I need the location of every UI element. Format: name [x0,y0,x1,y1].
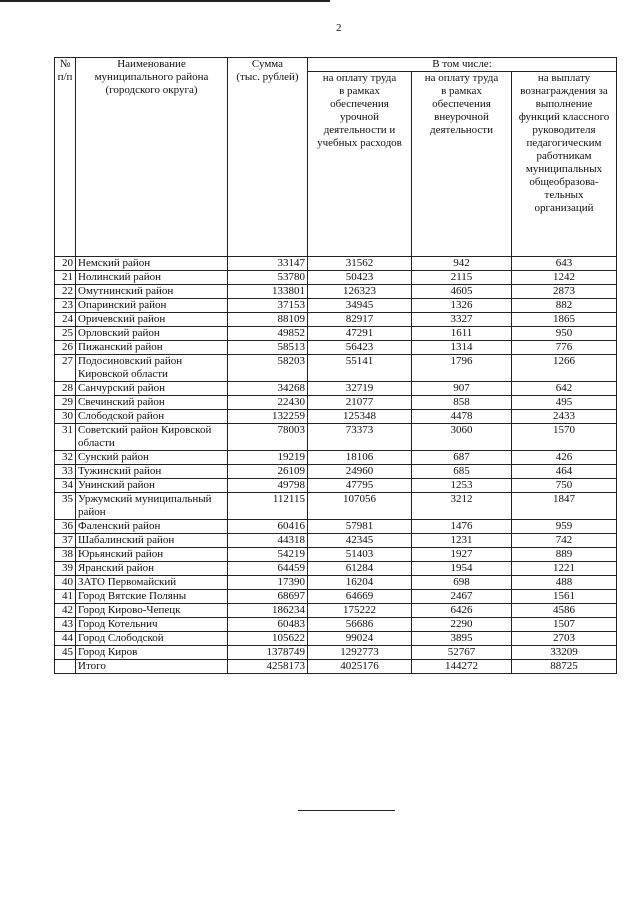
col2-value: 3895 [412,632,512,646]
col1-value: 57981 [308,520,412,534]
district-name: Сунский район [76,451,228,465]
table-row [55,271,617,285]
district-name: Советский район Кировской области [76,424,228,451]
total-col1: 4025176 [308,660,412,674]
col2-value: 52767 [412,646,512,660]
col1-value: 82917 [308,313,412,327]
col1-value: 34945 [308,299,412,313]
row-number: 22 [55,285,76,299]
district-name: Юрьянский район [76,548,228,562]
col1-value: 126323 [308,285,412,299]
col2-value: 687 [412,451,512,465]
district-name: Город Слободской [76,632,228,646]
sum-value: 37153 [228,299,308,313]
col1-value: 99024 [308,632,412,646]
district-name: Нолинский район [76,271,228,285]
col1-value: 175222 [308,604,412,618]
col3-value: 4586 [512,604,617,618]
col2-value: 2467 [412,590,512,604]
col2-value: 2115 [412,271,512,285]
col1-value: 125348 [308,410,412,424]
table-row [55,313,617,327]
district-name: Тужинский район [76,465,228,479]
col3-value: 495 [512,396,617,410]
table-row [55,382,617,396]
col2-value: 858 [412,396,512,410]
table-row [55,604,617,618]
sum-value: 19219 [228,451,308,465]
col2-value: 907 [412,382,512,396]
col3-value: 776 [512,341,617,355]
district-name: Пижанский район [76,341,228,355]
header-col2: на оплату труда в рамках обеспечения внеурочной деятельности [412,72,512,257]
district-name: Орловский район [76,327,228,341]
district-name: Город Котельнич [76,618,228,632]
col2-value: 1476 [412,520,512,534]
col1-value: 73373 [308,424,412,451]
table-row [55,646,617,660]
col1-value: 107056 [308,493,412,520]
row-number: 25 [55,327,76,341]
col1-value: 1292773 [308,646,412,660]
table-row [55,451,617,465]
col1-value: 50423 [308,271,412,285]
col2-value: 1796 [412,355,512,382]
row-number: 24 [55,313,76,327]
district-name: Яранский район [76,562,228,576]
table-row [55,534,617,548]
col3-value: 959 [512,520,617,534]
header-num: № п/п [55,58,76,257]
allocation-table [54,57,617,674]
col1-value: 42345 [308,534,412,548]
col3-value: 1570 [512,424,617,451]
col3-value: 1242 [512,271,617,285]
col2-value: 6426 [412,604,512,618]
district-name: Город Киров [76,646,228,660]
col1-value: 21077 [308,396,412,410]
table-row [55,355,617,382]
header-including: В том числе: [308,58,617,72]
col1-value: 64669 [308,590,412,604]
row-number: 44 [55,632,76,646]
table-row [55,299,617,313]
district-name: Немский район [76,257,228,271]
district-name: Подосиновский район Кировской области [76,355,228,382]
col3-value: 1221 [512,562,617,576]
sum-value: 133801 [228,285,308,299]
district-name: Слободской район [76,410,228,424]
col2-value: 2290 [412,618,512,632]
district-name: Омутнинский район [76,285,228,299]
table-row [55,576,617,590]
district-name: Санчурский район [76,382,228,396]
district-name: ЗАТО Первомайский [76,576,228,590]
col2-value: 1954 [412,562,512,576]
col3-value: 1865 [512,313,617,327]
col2-value: 1611 [412,327,512,341]
sum-value: 58203 [228,355,308,382]
col3-value: 488 [512,576,617,590]
sum-value: 132259 [228,410,308,424]
col2-value: 4478 [412,410,512,424]
sum-value: 53780 [228,271,308,285]
row-number: 32 [55,451,76,465]
sum-value: 58513 [228,341,308,355]
col1-value: 55141 [308,355,412,382]
col3-value: 1266 [512,355,617,382]
sum-value: 1378749 [228,646,308,660]
col2-value: 1231 [412,534,512,548]
col3-value: 1847 [512,493,617,520]
row-number: 40 [55,576,76,590]
col1-value: 16204 [308,576,412,590]
col3-value: 750 [512,479,617,493]
col2-value: 1927 [412,548,512,562]
district-name: Оричевский район [76,313,228,327]
row-number: 20 [55,257,76,271]
col2-value: 3212 [412,493,512,520]
row-number: 23 [55,299,76,313]
col2-value: 1314 [412,341,512,355]
sum-value: 34268 [228,382,308,396]
col1-value: 24960 [308,465,412,479]
sum-value: 49852 [228,327,308,341]
row-number: 42 [55,604,76,618]
sum-value: 17390 [228,576,308,590]
col1-value: 47795 [308,479,412,493]
col1-value: 61284 [308,562,412,576]
header-col3: на выплату вознаграждения за выполнение функций классного руководителя педагогическим работникам муниципальных общеобразова- тельных организаций [512,72,617,257]
sum-value: 78003 [228,424,308,451]
table-row [55,562,617,576]
col3-value: 426 [512,451,617,465]
sum-value: 112115 [228,493,308,520]
district-name: Фаленский район [76,520,228,534]
sum-value: 105622 [228,632,308,646]
sum-value: 22430 [228,396,308,410]
row-number: 43 [55,618,76,632]
row-number: 34 [55,479,76,493]
row-number: 28 [55,382,76,396]
col2-value: 685 [412,465,512,479]
row-number: 21 [55,271,76,285]
district-name: Уржумский муниципальный район [76,493,228,520]
bottom-rule [298,810,395,811]
sum-value: 44318 [228,534,308,548]
row-number: 36 [55,520,76,534]
total-sum: 4258173 [228,660,308,674]
col3-value: 2873 [512,285,617,299]
district-name: Шабалинский район [76,534,228,548]
top-rule [0,0,330,2]
total-col2: 144272 [412,660,512,674]
col3-value: 2703 [512,632,617,646]
district-name: Город Вятские Поляны [76,590,228,604]
col3-value: 889 [512,548,617,562]
table-row [55,410,617,424]
table-body [55,257,617,674]
col2-value: 1326 [412,299,512,313]
table-row [55,341,617,355]
table-row [55,632,617,646]
table-row [55,618,617,632]
col1-value: 32719 [308,382,412,396]
header-col1: на оплату труда в рамках обеспечения урочной деятельности и учебных расходов [308,72,412,257]
row-number: 35 [55,493,76,520]
col3-value: 464 [512,465,617,479]
district-name: Город Кирово-Чепецк [76,604,228,618]
table-row [55,493,617,520]
district-name: Свечинский район [76,396,228,410]
table-row [55,465,617,479]
col1-value: 18106 [308,451,412,465]
table-row [55,327,617,341]
col1-value: 31562 [308,257,412,271]
table-row [55,520,617,534]
sum-value: 33147 [228,257,308,271]
total-label: Итого [76,660,228,674]
col2-value: 698 [412,576,512,590]
col3-value: 950 [512,327,617,341]
sum-value: 60416 [228,520,308,534]
sum-value: 26109 [228,465,308,479]
sum-value: 64459 [228,562,308,576]
sum-value: 60483 [228,618,308,632]
total-row [55,660,617,674]
row-number: 38 [55,548,76,562]
col3-value: 1507 [512,618,617,632]
sum-value: 186234 [228,604,308,618]
header-sum: Сумма (тыс. рублей) [228,58,308,257]
sum-value: 88109 [228,313,308,327]
total-col3: 88725 [512,660,617,674]
sum-value: 68697 [228,590,308,604]
table-row [55,479,617,493]
col3-value: 882 [512,299,617,313]
col1-value: 56686 [308,618,412,632]
col3-value: 642 [512,382,617,396]
col3-value: 742 [512,534,617,548]
row-number: 41 [55,590,76,604]
col1-value: 56423 [308,341,412,355]
col3-value: 643 [512,257,617,271]
table-row [55,548,617,562]
table-row [55,590,617,604]
table-row [55,257,617,271]
sum-value: 49798 [228,479,308,493]
row-number: 33 [55,465,76,479]
col2-value: 3327 [412,313,512,327]
district-name: Унинский район [76,479,228,493]
row-number: 29 [55,396,76,410]
table-row [55,396,617,410]
col2-value: 942 [412,257,512,271]
row-number: 39 [55,562,76,576]
col2-value: 3060 [412,424,512,451]
page-number: 2 [336,22,342,34]
district-name: Опаринский район [76,299,228,313]
row-number: 45 [55,646,76,660]
col3-value: 2433 [512,410,617,424]
col3-value: 1561 [512,590,617,604]
col1-value: 51403 [308,548,412,562]
row-number: 27 [55,355,76,382]
col2-value: 1253 [412,479,512,493]
row-number: 30 [55,410,76,424]
table-row [55,424,617,451]
col2-value: 4605 [412,285,512,299]
col1-value: 47291 [308,327,412,341]
sum-value: 54219 [228,548,308,562]
col3-value: 33209 [512,646,617,660]
table-row [55,285,617,299]
row-number: 37 [55,534,76,548]
header-name: Наименование муниципального района (городского округа) [76,58,228,257]
row-number: 26 [55,341,76,355]
row-number: 31 [55,424,76,451]
total-empty [55,660,76,674]
